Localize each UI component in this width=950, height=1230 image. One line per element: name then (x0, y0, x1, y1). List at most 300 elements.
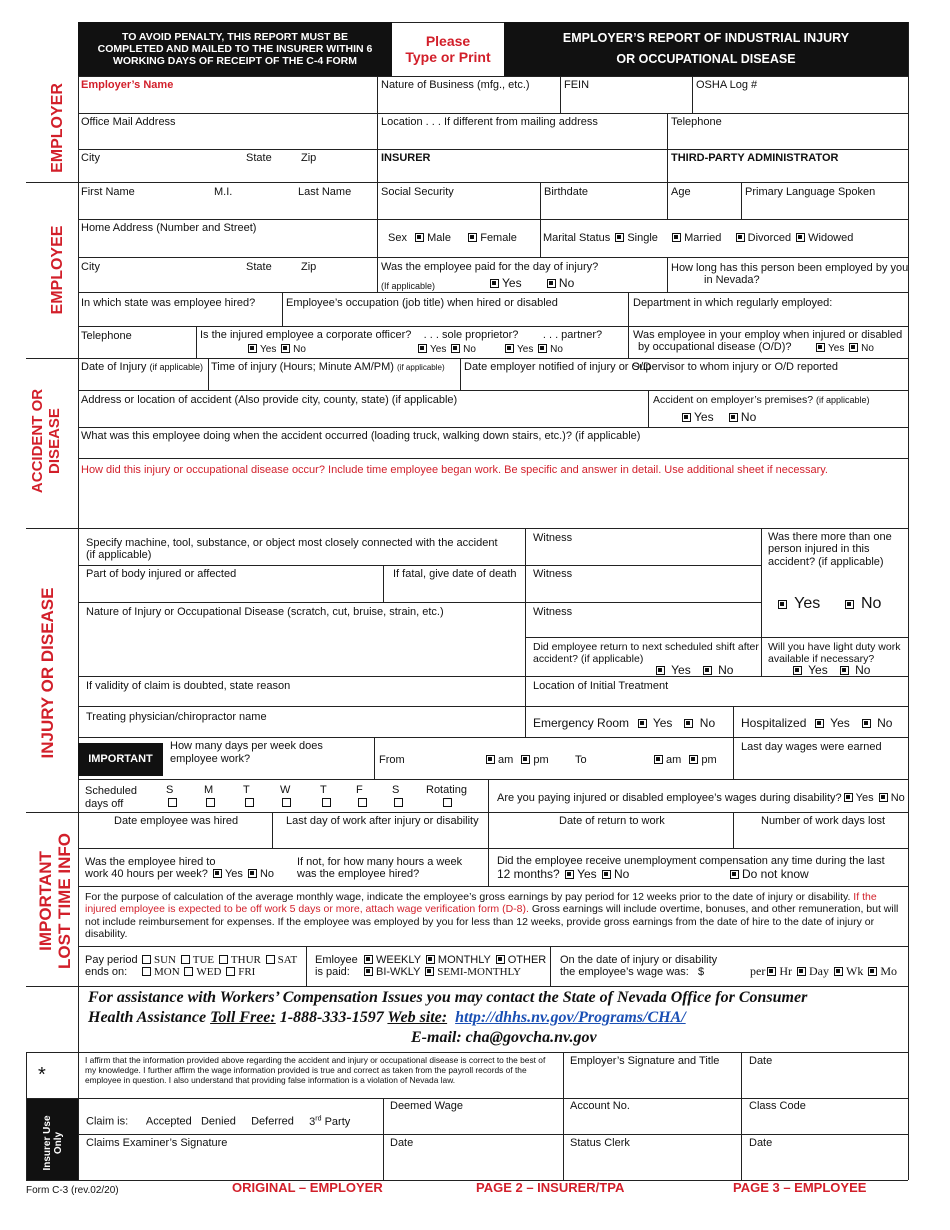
wage-was-field[interactable] (560, 966, 704, 979)
unemployment-label: Did the employee receive unemployment compensation any time during the last (497, 855, 885, 867)
hired40-no-label: No (259, 868, 275, 880)
hired-40-options[interactable] (85, 868, 274, 881)
divider (78, 149, 908, 150)
paying-yes-checkbox[interactable] (844, 793, 853, 802)
wage-instr-red-2: the injured employee is expected to be off work 5 days or more, attach wage verification form (D-8). (85, 891, 877, 916)
hr-checkbox[interactable] (767, 967, 776, 976)
paying-wages-label: Are you paying injured or disabled employee’s wages during disability? (497, 792, 842, 804)
premises-no-checkbox[interactable] (729, 413, 738, 422)
divider (488, 812, 489, 886)
premises-yes-label: Yes (694, 410, 714, 424)
day-sat-letter: S (392, 784, 400, 796)
first-name-label[interactable]: First Name (81, 186, 135, 198)
marital-status-field[interactable] (543, 232, 853, 245)
unemployment-options[interactable] (497, 868, 629, 881)
more-than-one-label-2: person injured in this (768, 543, 870, 555)
monthly-label: MONTHLY (437, 954, 491, 966)
date-hired-label[interactable]: Date employee was hired (114, 815, 239, 827)
officer-no-checkbox[interactable] (281, 344, 290, 353)
hours-per-week-label[interactable]: If not, for how many hours a week (297, 856, 463, 868)
day-tue-letter: T (243, 784, 250, 796)
hosp-no-checkbox[interactable] (862, 719, 871, 728)
day-sun-letter: S (166, 784, 174, 796)
sole-yes-label: Yes (430, 344, 447, 355)
nature-of-injury-label[interactable]: Nature of Injury or Occupational Disease (scratch, cut, bruise, strain, etc.) (86, 606, 444, 618)
wage-per-options[interactable] (750, 965, 897, 978)
last-day-worked-label[interactable]: Last day of work after injury or disability (286, 815, 479, 827)
affirm-star: * (38, 1064, 46, 1086)
ssn-label[interactable]: Social Security (381, 186, 454, 198)
partner-no-checkbox[interactable] (538, 344, 547, 353)
er-label: Emergency Room (533, 716, 630, 730)
age-label[interactable]: Age (671, 186, 691, 198)
tue-checkbox[interactable] (181, 955, 190, 964)
divider (26, 528, 908, 529)
date-of-injury-note: (if applicable) (149, 362, 204, 372)
day-fri-checkbox[interactable] (358, 798, 367, 807)
unemployment-label-2: 12 months? (497, 867, 560, 881)
sole-no-label: No (463, 344, 476, 355)
in-employ-options[interactable] (814, 342, 874, 355)
insurer-use-line2: Only (53, 1131, 64, 1155)
er-no-label: No (699, 716, 716, 730)
days-per-week-label[interactable]: How many days per week does (170, 740, 323, 752)
pay-period-label: Pay period (85, 954, 138, 966)
claim-third-party[interactable] (309, 1116, 350, 1128)
divider (78, 706, 908, 707)
divider (78, 737, 908, 738)
department-label[interactable]: Department in which regularly employed: (633, 297, 833, 309)
divider (525, 528, 526, 737)
employee-state-label: State (246, 261, 272, 273)
divorced-checkbox[interactable] (736, 233, 745, 242)
semi-label: SEMI-MONTHLY (437, 966, 522, 978)
insurer-use-line1: Insurer Use (42, 1115, 53, 1171)
monthly-checkbox[interactable] (426, 955, 435, 964)
witness-3-label[interactable]: Witness (533, 606, 573, 618)
divider (196, 326, 197, 358)
divider (78, 848, 908, 849)
premises-options[interactable] (680, 411, 756, 424)
divider (733, 737, 734, 779)
divider (741, 182, 742, 219)
unemp-no-checkbox[interactable] (602, 870, 611, 879)
employee-doing-label[interactable]: What was this employee doing when the accident occurred (loading truck, walking down stairs, etc.)? (if applicable) (81, 430, 641, 442)
claim-denied[interactable]: Denied (200, 1115, 236, 1128)
single-checkbox[interactable] (615, 233, 624, 242)
validity-doubted-label[interactable]: If validity of claim is doubted, state reason (86, 680, 291, 692)
day-sun[interactable] (166, 784, 180, 810)
scheduled-days-off-label-2: days off (85, 798, 124, 810)
unemp-dontknow[interactable] (728, 868, 809, 881)
website-label: Web site: (387, 1009, 448, 1026)
examiner-signature-label[interactable]: Claims Examiner’s Signature (86, 1137, 228, 1149)
from-am-checkbox[interactable] (486, 755, 495, 764)
how-long-employed-label[interactable]: How long has this person been employed by you (671, 262, 909, 274)
return-no-label: No (718, 663, 734, 677)
paid-no-checkbox[interactable] (547, 279, 556, 288)
light-duty-options[interactable] (791, 664, 870, 677)
tue-label: TUE (192, 954, 215, 966)
sun-label: SUN (154, 954, 177, 966)
day-mon-letter: M (204, 784, 214, 796)
footer-page2: PAGE 2 – INSURER/TPA (476, 1180, 625, 1195)
er-no-checkbox[interactable] (684, 719, 693, 728)
divider (78, 458, 908, 459)
form-title (504, 22, 908, 76)
divider (761, 528, 762, 676)
paying-no-label: No (890, 792, 905, 804)
divider (667, 182, 668, 219)
language-label[interactable]: Primary Language Spoken (745, 186, 876, 198)
employee-telephone-label[interactable]: Telephone (81, 330, 132, 342)
divider (26, 358, 908, 359)
married-checkbox[interactable] (672, 233, 681, 242)
light-yes-checkbox[interactable] (793, 666, 802, 675)
paid-yes-label: Yes (502, 276, 522, 290)
officer-yes-label: Yes (260, 344, 277, 355)
divider (26, 182, 908, 183)
unemp-yes-checkbox[interactable] (565, 870, 574, 879)
premises-label (653, 394, 870, 407)
divider (78, 292, 908, 293)
divider (563, 1052, 564, 1180)
please-type-box (392, 22, 504, 76)
partner-yes-checkbox[interactable] (505, 344, 514, 353)
wk-label: Wk (846, 964, 864, 978)
last-name-label[interactable]: Last Name (298, 186, 352, 198)
toll-free-label: Toll Free: (210, 1009, 276, 1026)
divider (78, 886, 908, 887)
time-of-injury-label[interactable] (211, 361, 445, 374)
date-notified-label[interactable]: Date employer notified of injury or O/D (464, 361, 652, 373)
physician-label[interactable]: Treating physician/chiropractor name (86, 711, 267, 723)
return-to-work-label[interactable]: Date of return to work (559, 815, 665, 827)
employer-telephone-label[interactable]: Telephone (671, 116, 722, 128)
divider (733, 706, 734, 737)
last-wages-label[interactable]: Last day wages were earned (741, 741, 882, 753)
more-no-checkbox[interactable] (845, 600, 854, 609)
frame-right (908, 22, 909, 1180)
type-or-print-label: Type or Print (405, 49, 491, 65)
frame-left (78, 76, 79, 1180)
assistance-email[interactable]: E-mail: cha@govcha.nv.gov (411, 1029, 597, 1046)
divider (540, 182, 541, 257)
hosp-yes-checkbox[interactable] (815, 719, 824, 728)
rotating-checkbox[interactable] (443, 798, 452, 807)
cha-website-link[interactable]: http://dhhs.nv.gov/Programs/CHA/ (455, 1009, 686, 1026)
section-accident-line1: ACCIDENT OR (29, 388, 46, 494)
witness-1-label[interactable]: Witness (533, 532, 573, 544)
form-title-line1: EMPLOYER’S REPORT OF INDUSTRIAL INJURY (562, 31, 850, 45)
sole-yes-checkbox[interactable] (418, 344, 427, 353)
hired40-no-checkbox[interactable] (248, 869, 257, 878)
sex-field[interactable] (388, 232, 517, 245)
in-employ-yes-label: Yes (828, 343, 845, 354)
hired40-yes-label: Yes (224, 868, 243, 880)
unemp-dontknow-label: Do not know (742, 867, 809, 881)
more-than-one-options[interactable] (776, 595, 881, 613)
footer-original: ORIGINAL – EMPLOYER (232, 1180, 383, 1195)
emergency-room-field[interactable] (533, 717, 715, 730)
fein-label[interactable]: FEIN (564, 79, 590, 91)
form-number: Form C-3 (rev.02/20) (26, 1185, 119, 1196)
section-accident-line2: DISEASE (46, 408, 63, 474)
witness-2-label[interactable]: Witness (533, 568, 573, 580)
thur-checkbox[interactable] (219, 955, 228, 964)
mi-label[interactable]: M.I. (214, 186, 233, 198)
day-fri-letter: F (356, 784, 363, 796)
section-lost-time (36, 816, 74, 986)
in-employ-no-checkbox[interactable] (849, 343, 858, 352)
sole-proprietor-label: . . . sole proprietor? (423, 329, 519, 341)
day-thu[interactable] (320, 784, 334, 810)
hired40-yes-checkbox[interactable] (213, 869, 222, 878)
partner-no-label: No (550, 344, 563, 355)
employer-zip-label: Zip (301, 152, 317, 164)
day-tue-checkbox[interactable] (245, 798, 254, 807)
wk-checkbox[interactable] (834, 967, 843, 976)
wage-instructions (85, 891, 903, 940)
date-of-death-label[interactable]: If fatal, give date of death (393, 568, 517, 580)
hired-40-label: Was the employee hired to (85, 856, 216, 868)
divider (78, 946, 908, 947)
section-employee: EMPLOYEE (49, 225, 66, 315)
married-label: Married (684, 232, 722, 244)
light-no-checkbox[interactable] (840, 666, 849, 675)
machine-label-2: (if applicable) (86, 549, 152, 561)
corporate-officer-question (200, 329, 602, 342)
sun-checkbox[interactable] (142, 955, 151, 964)
divider (26, 1052, 908, 1053)
day-mon[interactable] (204, 784, 218, 810)
section-lost-line2: LOST TIME INFO (55, 833, 74, 969)
hospitalized-field[interactable] (741, 717, 892, 730)
section-accident (29, 361, 63, 521)
more-yes-label: Yes (794, 595, 821, 612)
employer-state-label: State (246, 152, 272, 164)
state-hired-label[interactable]: In which state was employee hired? (81, 297, 256, 309)
from-pm-checkbox[interactable] (521, 755, 530, 764)
section-lost-line1: IMPORTANT (36, 851, 55, 951)
thur-label: THUR (230, 954, 261, 966)
semi-checkbox[interactable] (425, 967, 434, 976)
return-shift-options[interactable] (654, 664, 733, 677)
divider (306, 946, 307, 986)
premises-note: (if applicable) (816, 395, 870, 405)
er-yes-checkbox[interactable] (638, 719, 647, 728)
wage-was-label-2: the employee’s wage was: (560, 966, 689, 978)
sex-label: Sex (388, 232, 407, 244)
day-sun-checkbox[interactable] (168, 798, 177, 807)
to-am-checkbox[interactable] (654, 755, 663, 764)
insurer-label[interactable]: INSURER (381, 152, 431, 164)
machine-label[interactable]: Specify machine, tool, substance, or object most closely connected with the accident (86, 537, 498, 549)
return-yes-checkbox[interactable] (656, 666, 665, 675)
insurer-date-label[interactable]: Date (390, 1137, 414, 1149)
home-address-label[interactable]: Home Address (Number and Street) (81, 222, 257, 234)
paying-no-checkbox[interactable] (879, 793, 888, 802)
day-wed-letter: W (280, 784, 291, 796)
sat-checkbox[interactable] (266, 955, 275, 964)
pay-period-label-2: ends on: (85, 966, 128, 978)
divider (272, 812, 273, 848)
hosp-yes-label: Yes (830, 716, 850, 730)
employer-signature-label[interactable]: Employer’s Signature and Title (570, 1055, 720, 1067)
supervisor-label[interactable]: Supervisor to whom injury or O/D reported (632, 361, 839, 373)
hired-40-label-2: work 40 hours per week? (85, 868, 208, 880)
partner-yes-label: Yes (517, 344, 534, 355)
divider (550, 946, 551, 986)
day-mon-checkbox[interactable] (206, 798, 215, 807)
to-pm-checkbox[interactable] (689, 755, 698, 764)
premises-text: Accident on employer’s premises? (653, 394, 814, 406)
occupation-label[interactable]: Employee’s occupation (job title) when hired or disabled (286, 297, 558, 309)
date-of-injury-label[interactable] (81, 361, 203, 374)
how-injury-occurred-label[interactable]: How did this injury or occupational disease occur? Include time employee began work. Be specific and answer in detail. Use additional sheet if necessary. (81, 464, 828, 476)
mon-checkbox[interactable] (142, 967, 151, 976)
officer-options[interactable] (246, 343, 306, 356)
divider (78, 257, 908, 258)
more-yes-checkbox[interactable] (778, 600, 787, 609)
important-badge: IMPORTANT (78, 743, 163, 776)
third-party-text: Party (321, 1115, 351, 1128)
more-than-one-label: Was there more than one (768, 531, 892, 543)
day-thu-checkbox[interactable] (322, 798, 331, 807)
unemp-yes-label: Yes (577, 867, 597, 881)
return-no-checkbox[interactable] (703, 666, 712, 675)
tpa-label[interactable]: THIRD-PARTY ADMINISTRATOR (671, 152, 839, 164)
divider (78, 113, 908, 114)
claim-accepted[interactable]: Accepted (145, 1115, 192, 1128)
deemed-wage-label[interactable]: Deemed Wage (390, 1100, 463, 1112)
sole-no-checkbox[interactable] (451, 344, 460, 353)
weekly-checkbox[interactable] (364, 955, 373, 964)
day-fri[interactable] (356, 784, 370, 810)
in-employ-yes-checkbox[interactable] (816, 343, 825, 352)
return-shift-label-2: accident? (if applicable) (533, 653, 644, 665)
accident-address-label[interactable]: Address or location of accident (Also provide city, county, state) (if applicable) (81, 394, 458, 406)
insurer-date-2-label[interactable]: Date (749, 1137, 773, 1149)
divider (377, 182, 378, 292)
unemp-dontknow-checkbox[interactable] (730, 870, 739, 879)
unemp-no-label: No (613, 867, 630, 881)
divider (377, 76, 378, 182)
day-wed-checkbox[interactable] (282, 798, 291, 807)
divider (26, 812, 908, 813)
initial-treatment-label[interactable]: Location of Initial Treatment (533, 680, 669, 692)
officer-yes-checkbox[interactable] (248, 344, 257, 353)
fri-checkbox[interactable] (226, 967, 235, 976)
claim-deferred[interactable]: Deferred (251, 1115, 294, 1128)
per-label: per (750, 964, 766, 978)
in-nevada-label: in Nevada? (704, 274, 760, 286)
day-checkbox[interactable] (797, 967, 806, 976)
please-label: Please (425, 33, 471, 49)
third-sup: rd (315, 1115, 322, 1122)
in-employ-question-2: by occupational disease (O/D)? (638, 341, 792, 353)
rotating-field[interactable] (426, 784, 467, 810)
paid-yes-checkbox[interactable] (490, 279, 499, 288)
body-part-label[interactable]: Part of body injured or affected (86, 568, 237, 580)
day-wed[interactable] (280, 784, 294, 810)
time-of-injury-note: (if applicable) (397, 363, 445, 372)
day-sat-checkbox[interactable] (394, 798, 403, 807)
widowed-checkbox[interactable] (796, 233, 805, 242)
affirm-date-label[interactable]: Date (749, 1055, 773, 1067)
sole-options[interactable] (416, 343, 476, 356)
return-yes-label: Yes (671, 663, 691, 677)
divider (78, 779, 908, 780)
rotating-label: Rotating (426, 784, 467, 796)
day-thu-letter: T (320, 784, 327, 796)
more-no-label: No (860, 595, 882, 612)
birthdate-label[interactable]: Birthdate (544, 186, 589, 198)
wed-checkbox[interactable] (184, 967, 193, 976)
to-pm-label: pm (701, 754, 717, 766)
other-checkbox[interactable] (496, 955, 505, 964)
day-label: Day (809, 964, 829, 978)
from-am-label: am (498, 754, 514, 766)
class-code-label[interactable]: Class Code (749, 1100, 806, 1112)
pay-period-options-2[interactable] (140, 966, 255, 979)
account-no-label[interactable]: Account No. (570, 1100, 630, 1112)
marital-label: Marital Status (543, 232, 611, 244)
to-ampm[interactable] (652, 754, 717, 767)
er-yes-label: Yes (652, 716, 673, 730)
return-shift-label: Did employee return to next scheduled shift after (533, 641, 759, 653)
paying-wages-field[interactable] (497, 792, 905, 805)
assist-hca: Health Assistance (88, 1009, 211, 1026)
day-sat[interactable] (392, 784, 406, 810)
employer-city-label[interactable]: City (81, 152, 100, 164)
divider (667, 113, 668, 182)
paid-day-options[interactable] (488, 277, 574, 290)
premises-no-label: No (740, 410, 757, 424)
divider (26, 986, 908, 987)
osha-log-label[interactable]: OSHA Log # (696, 79, 758, 91)
partner-options[interactable] (503, 343, 563, 356)
wage-instr-2: Gross earnings will include overtime, bonuses, and other remuneration, but will not include reimbursement for expenses. If the employee was employed by you for less than 12 weeks, provide gross earnings from the date of hire to the date of injury or disability. (85, 903, 899, 940)
male-checkbox[interactable] (415, 233, 424, 242)
status-clerk-label[interactable]: Status Clerk (570, 1137, 630, 1149)
biwkly-checkbox[interactable] (364, 967, 373, 976)
employer-name-label[interactable]: Employer’s Name (81, 79, 174, 91)
in-employ-question: Was employee in your employ when injured or disabled (633, 329, 903, 341)
location-label[interactable]: Location . . . If different from mailing address (381, 116, 598, 128)
work-days-lost-label[interactable]: Number of work days lost (761, 815, 886, 827)
premises-yes-checkbox[interactable] (682, 413, 691, 422)
light-no-label: No (855, 663, 871, 677)
paid-day-question: Was the employee paid for the day of injury? (381, 261, 599, 273)
footer-page3: PAGE 3 – EMPLOYEE (733, 1180, 867, 1195)
day-tue[interactable] (243, 784, 257, 810)
divider (78, 76, 908, 77)
nature-of-business-label[interactable]: Nature of Business (mfg., etc.) (381, 79, 530, 91)
divider (78, 676, 908, 677)
assistance-line2 (88, 1009, 686, 1027)
female-checkbox[interactable] (468, 233, 477, 242)
claim-status-field[interactable] (86, 1112, 350, 1129)
third-num: 3 (309, 1115, 316, 1128)
divider (733, 812, 734, 848)
from-ampm[interactable] (484, 754, 549, 767)
office-mail-address-label[interactable]: Office Mail Address (81, 116, 176, 128)
mo-checkbox[interactable] (868, 967, 877, 976)
paid-frequency-options-2[interactable] (362, 966, 521, 979)
divider (78, 565, 525, 566)
employee-city-label[interactable]: City (81, 261, 100, 273)
